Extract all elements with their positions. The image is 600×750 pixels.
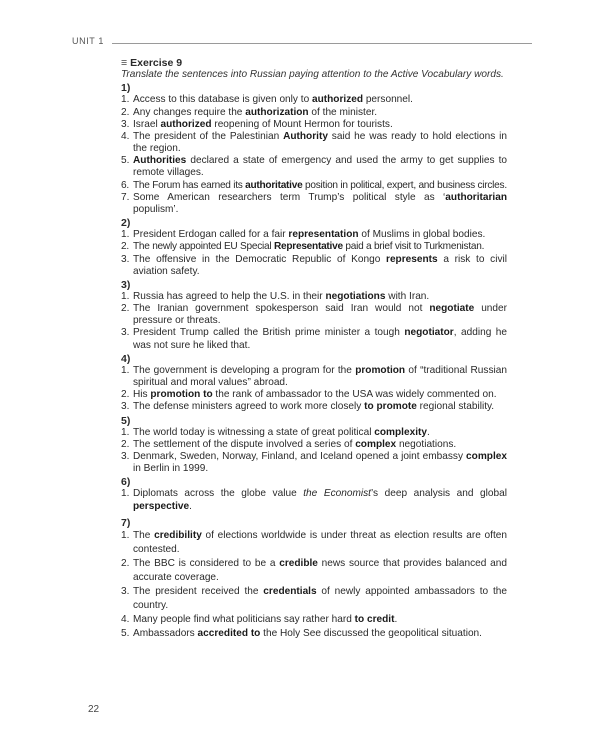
sentence-number: 4. xyxy=(121,130,130,142)
exercise-content xyxy=(121,57,507,641)
sentence-list xyxy=(121,229,507,278)
sentence-fragment: The BBC is considered to be a xyxy=(133,557,280,569)
section-heading: 7) xyxy=(121,516,131,529)
vocabulary-word: authorization xyxy=(245,106,309,118)
sentence-fragment: negotiations. xyxy=(396,438,457,450)
sentence-item xyxy=(121,365,507,389)
sentence-fragment: declared a state of emergency and used the army to get supplies to remote villages. xyxy=(133,155,507,179)
sentence-item xyxy=(121,131,507,155)
sentence-list xyxy=(121,529,507,641)
sentence-fragment: . xyxy=(394,613,398,625)
sentence-fragment: Diplomats across the globe value xyxy=(133,488,304,500)
sentence-text xyxy=(133,229,507,241)
sentence-text xyxy=(133,107,507,119)
sentence-fragment: The world today is witnessing a state of great political xyxy=(133,426,375,438)
vocabulary-word: Representative xyxy=(273,241,343,253)
sentence-number: 1. xyxy=(121,94,130,106)
sentence-fragment: Many people find what politicians say rather hard xyxy=(133,613,355,625)
sentence-fragment: President Trump called the British prime minister a tough xyxy=(133,327,405,339)
sentence-fragment: Access to this database is given only to xyxy=(133,94,312,106)
sentence-text xyxy=(133,557,507,585)
sentence-text xyxy=(133,192,507,216)
sentence-text xyxy=(133,401,507,413)
sentence-fragment: paid a brief visit to Turkmenistan. xyxy=(342,241,485,253)
header-rule xyxy=(112,43,532,44)
sentence-item xyxy=(121,389,507,401)
page-number: 22 xyxy=(88,704,100,715)
sentence-text xyxy=(133,451,507,475)
sentence-fragment: Denmark, Sweden, Norway, Finland, and Iceland opened a joint embassy xyxy=(133,451,467,462)
sentence-fragment: The president of the Palestinian xyxy=(133,130,284,142)
sentence-text xyxy=(133,131,507,155)
sentence-number: 3. xyxy=(121,253,130,265)
sentence-number: 1. xyxy=(121,229,130,241)
sentence-number: 1. xyxy=(121,426,130,438)
vocabulary-word: negotiations xyxy=(325,290,386,302)
vocabulary-word: authorized xyxy=(160,118,212,130)
sentence-fragment: The Iranian government spokesperson said Iran would not xyxy=(133,303,430,315)
sentence-text xyxy=(133,94,507,106)
sentence-number: 6. xyxy=(121,179,129,191)
vocabulary-word: credentials xyxy=(263,585,317,597)
sentence-text xyxy=(133,119,507,131)
sentence-item xyxy=(121,327,507,351)
section-heading: 2) xyxy=(121,217,131,230)
sentence-text xyxy=(133,627,507,641)
sentence-number: 2. xyxy=(121,303,130,315)
sentence-fragment: under pressure or threats. xyxy=(133,303,508,327)
sentence-fragment: of Muslims in global bodies. xyxy=(358,229,486,241)
sentence-list xyxy=(121,488,507,512)
sentence-item xyxy=(121,303,507,327)
sentence-fragment: with Iran. xyxy=(385,290,430,302)
sentence-text xyxy=(133,488,507,512)
sentence-fragment: The government is developing a program for the xyxy=(133,364,356,376)
sentence-number: 1. xyxy=(121,364,130,376)
sentence-item xyxy=(121,627,507,641)
sentence-text xyxy=(133,389,507,401)
sentence-fragment: populism’. xyxy=(133,203,179,215)
exercise-title-text: Exercise 9 xyxy=(130,57,183,69)
sentence-fragment: of newly appointed ambassadors to the country. xyxy=(133,585,507,611)
sentence-item xyxy=(121,613,507,627)
sentence-fragment: His xyxy=(133,389,151,401)
vocabulary-word: authoritarian xyxy=(445,191,507,203)
sentence-fragment: of the minister. xyxy=(308,106,378,118)
sentence-list xyxy=(121,427,507,476)
sections-container xyxy=(121,82,507,641)
sentence-fragment: Some American researchers term Trump’s political style as ‘ xyxy=(133,191,446,203)
sentence-fragment: Russia has agreed to help the U.S. in their xyxy=(133,290,326,302)
vocabulary-word: perspective xyxy=(133,500,190,512)
italic-title: the Economist xyxy=(303,488,371,500)
sentence-fragment: news source that provides balanced and accurate coverage. xyxy=(133,557,507,583)
sentence-number: 5. xyxy=(121,627,130,639)
sentence-fragment: regional stability. xyxy=(416,401,495,413)
sentence-item xyxy=(121,439,507,451)
sentence-number: 2. xyxy=(121,438,130,450)
section-heading: 4) xyxy=(121,352,131,365)
sentence-number: 5. xyxy=(121,155,130,167)
sentence-fragment: The Forum has earned its xyxy=(133,179,246,191)
sentence-number: 4. xyxy=(121,613,130,625)
exercise-instruction: Translate the sentences into Russian paying attention to the Active Vocabulary words. xyxy=(121,69,504,81)
sentence-text xyxy=(133,241,507,253)
sentence-list xyxy=(121,94,507,216)
sentence-fragment: The xyxy=(133,529,155,541)
vocabulary-word: complex xyxy=(355,438,397,450)
sentence-number: 2. xyxy=(121,557,130,569)
sentence-fragment: The president received the xyxy=(133,585,264,597)
sentence-fragment: , adding he was not sure he liked that. xyxy=(133,327,507,351)
sentence-item xyxy=(121,155,507,179)
sentence-fragment: . xyxy=(426,426,430,438)
sentence-text xyxy=(133,155,507,179)
sentence-text xyxy=(133,585,507,613)
sentence-fragment: Any changes require the xyxy=(133,106,246,118)
sentence-item xyxy=(121,557,507,585)
vocabulary-word: representation xyxy=(288,229,359,241)
sentence-fragment: personnel. xyxy=(363,94,413,106)
vocabulary-word: credibility xyxy=(154,529,202,541)
exercise-title xyxy=(121,57,507,69)
sentence-text xyxy=(133,365,507,389)
sentence-text xyxy=(133,291,507,303)
sentence-number: 2. xyxy=(121,241,129,253)
sentence-number: 1. xyxy=(121,488,130,500)
sentence-number: 3. xyxy=(121,327,130,339)
sentence-text xyxy=(133,439,507,451)
sentence-fragment: said he was ready to hold elections in the region. xyxy=(133,130,507,155)
sentence-number: 3. xyxy=(121,451,130,462)
sentence-fragment: President Erdogan called for a fair xyxy=(133,229,289,241)
sentence-number: 7. xyxy=(121,191,130,203)
sentence-item xyxy=(121,451,507,475)
unit-label: UNIT 1 xyxy=(72,36,104,46)
sentence-number: 1. xyxy=(121,290,130,302)
sentence-fragment: Ambassadors xyxy=(133,627,198,639)
exercise-marker-icon: ≡ xyxy=(121,57,128,69)
vocabulary-word: promotion to xyxy=(150,389,213,401)
vocabulary-word: authoritative xyxy=(245,179,303,191)
sentence-fragment: the rank of ambassador to the USA was widely commented on. xyxy=(212,389,497,401)
sentence-list xyxy=(121,365,507,414)
vocabulary-word: to credit xyxy=(354,613,395,625)
sentence-number: 3. xyxy=(121,585,130,597)
vocabulary-word: negotiator xyxy=(404,327,454,339)
sentence-item xyxy=(121,192,507,216)
sentence-item xyxy=(121,94,507,106)
sentence-list xyxy=(121,291,507,352)
sentence-fragment: Israel xyxy=(133,118,161,130)
sentence-text xyxy=(133,180,507,192)
sentence-number: 3. xyxy=(121,118,130,130)
sentence-number: 3. xyxy=(121,401,130,413)
sentence-fragment: the Holy See discussed the geopolitical situation. xyxy=(260,627,482,639)
vocabulary-word: credible xyxy=(279,557,318,569)
sentence-fragment: a risk to civil aviation safety. xyxy=(133,253,507,277)
sentence-item xyxy=(121,585,507,613)
sentence-fragment: The offensive in the Democratic Republic of Kongo xyxy=(133,253,387,265)
vocabulary-word: represents xyxy=(386,253,438,265)
section-heading: 1) xyxy=(121,82,131,95)
vocabulary-word: Authorities xyxy=(133,155,187,167)
sentence-text xyxy=(133,303,507,327)
sentence-fragment: . xyxy=(189,500,192,512)
vocabulary-word: to promote xyxy=(364,401,417,413)
sentence-fragment: The newly appointed EU Special xyxy=(133,241,274,253)
sentence-fragment: in Berlin in 1999. xyxy=(133,463,209,475)
sentence-number: 2. xyxy=(121,389,130,401)
section-heading: 6) xyxy=(121,476,131,489)
sentence-text xyxy=(133,529,507,557)
sentence-number: 1. xyxy=(121,529,130,541)
sentence-text xyxy=(133,427,507,439)
sentence-text xyxy=(133,327,507,351)
sentence-item xyxy=(121,488,507,512)
sentence-fragment: of “traditional Russian spiritual and moral values” abroad. xyxy=(133,364,507,389)
vocabulary-word: complex xyxy=(466,451,507,462)
sentence-item xyxy=(121,291,507,303)
section-heading: 3) xyxy=(121,278,131,291)
section-heading: 5) xyxy=(121,414,131,427)
sentence-item xyxy=(121,529,507,557)
vocabulary-word: Authority xyxy=(283,130,328,142)
sentence-item xyxy=(121,254,507,278)
sentence-text xyxy=(133,254,507,278)
sentence-item xyxy=(121,229,507,241)
sentence-item xyxy=(121,107,507,119)
sentence-text xyxy=(133,613,507,627)
sentence-fragment: The settlement of the dispute involved a series of xyxy=(133,438,356,450)
sentence-item xyxy=(121,241,507,253)
sentence-item xyxy=(121,401,507,413)
sentence-fragment: of elections worldwide is under threat as election results are often contested. xyxy=(133,529,508,555)
vocabulary-word: negotiate xyxy=(429,303,475,315)
sentence-number: 2. xyxy=(121,106,130,118)
sentence-fragment: The defense ministers agreed to work more closely xyxy=(133,401,365,413)
sentence-fragment: ’s deep analysis and global xyxy=(370,488,507,500)
sentence-item xyxy=(121,427,507,439)
vocabulary-word: complexity xyxy=(374,426,427,438)
sentence-fragment: position in political, expert, and business circles. xyxy=(302,179,507,191)
vocabulary-word: authorized xyxy=(311,94,364,106)
vocabulary-word: promotion xyxy=(355,364,406,376)
sentence-item xyxy=(121,180,507,192)
sentence-item xyxy=(121,119,507,131)
sentence-fragment: reopening of Mount Hermon for tourists. xyxy=(211,118,393,130)
vocabulary-word: accredited to xyxy=(197,627,261,639)
